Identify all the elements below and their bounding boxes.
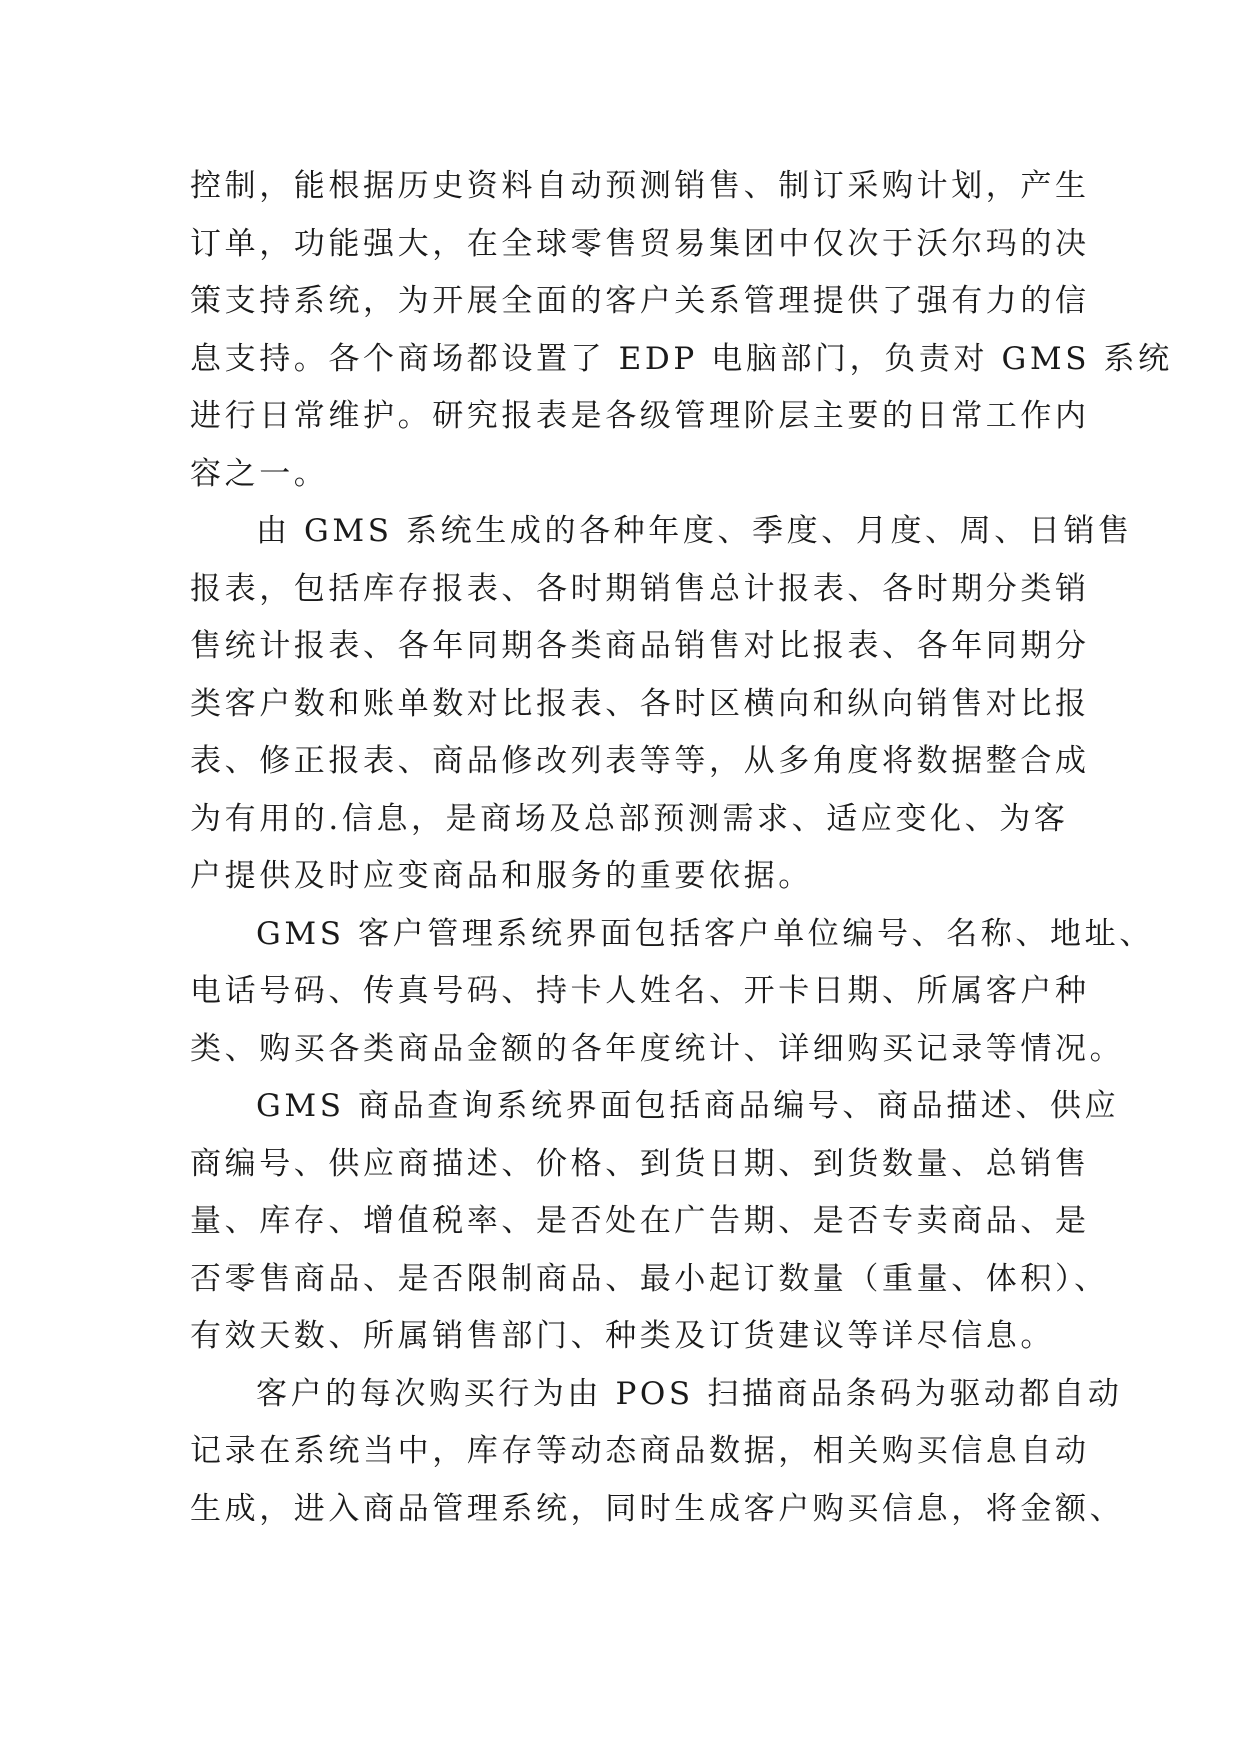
text-line: 进行日常维护。研究报表是各级管理阶层主要的日常工作内 (190, 398, 1090, 434)
text-line: 商编号、供应商描述、价格、到货日期、到货数量、总销售 (190, 1145, 1090, 1182)
paragraph-first-line: GMS 客户管理系统界面包括客户单位编号、名称、地址、 (256, 915, 1154, 952)
text-line: 售统计报表、各年同期各类商品销售对比报表、各年同期分 (190, 628, 1090, 664)
text-line: 生成，进入商品管理系统，同时生成客户购买信息，将金额、 (190, 1490, 1125, 1527)
text-line: 记录在系统当中，库存等动态商品数据，相关购买信息自动 (190, 1433, 1090, 1469)
text-line: 控制，能根据历史资料自动预测销售、制订采购计划，产生 (190, 168, 1090, 204)
text-line: 类客户数和账单数对比报表、各时区横向和纵向销售对比报 (190, 685, 1090, 722)
text-line: 量、库存、增值税率、是否处在广告期、是否专卖商品、是 (190, 1203, 1090, 1239)
text-line: 户提供及时应变商品和服务的重要依据。 (190, 858, 813, 894)
text-line: 表、修正报表、商品修改列表等等，从多角度将数据整合成 (190, 743, 1090, 779)
document-body (190, 158, 1173, 1538)
text-line: 息支持。各个商场都设置了 EDP 电脑部门，负责对 GMS 系统 (190, 340, 1173, 377)
text-line: 电话号码、传真号码、持卡人姓名、开卡日期、所属客户种 (190, 973, 1090, 1009)
text-line: 否零售商品、是否限制商品、最小起订数量（重量、体积）、 (190, 1260, 1109, 1297)
text-line: 类、购买各类商品金额的各年度统计、详细购买记录等情况。 (190, 1030, 1125, 1067)
text-line: 订单，功能强大，在全球零售贸易集团中仅次于沃尔玛的决 (190, 225, 1090, 262)
paragraph-first-line: 由 GMS 系统生成的各种年度、季度、月度、周、日销售 (256, 513, 1133, 549)
text-line: 策支持系统，为开展全面的客户关系管理提供了强有力的信 (190, 283, 1090, 319)
text-line: 容之一。 (190, 455, 329, 492)
paragraph-first-line: GMS 商品查询系统界面包括商品编号、商品描述、供应 (256, 1088, 1120, 1124)
text-line: 报表，包括库存报表、各时期销售总计报表、各时期分类销 (190, 570, 1090, 607)
text-line: 为有用的.信息，是商场及总部预测需求、适应变化、为客 (190, 800, 1069, 837)
paragraph-first-line: 客户的每次购买行为由 POS 扫描商品条码为驱动都自动 (256, 1375, 1123, 1412)
text-line: 有效天数、所属销售部门、种类及订货建议等详尽信息。 (190, 1318, 1055, 1354)
